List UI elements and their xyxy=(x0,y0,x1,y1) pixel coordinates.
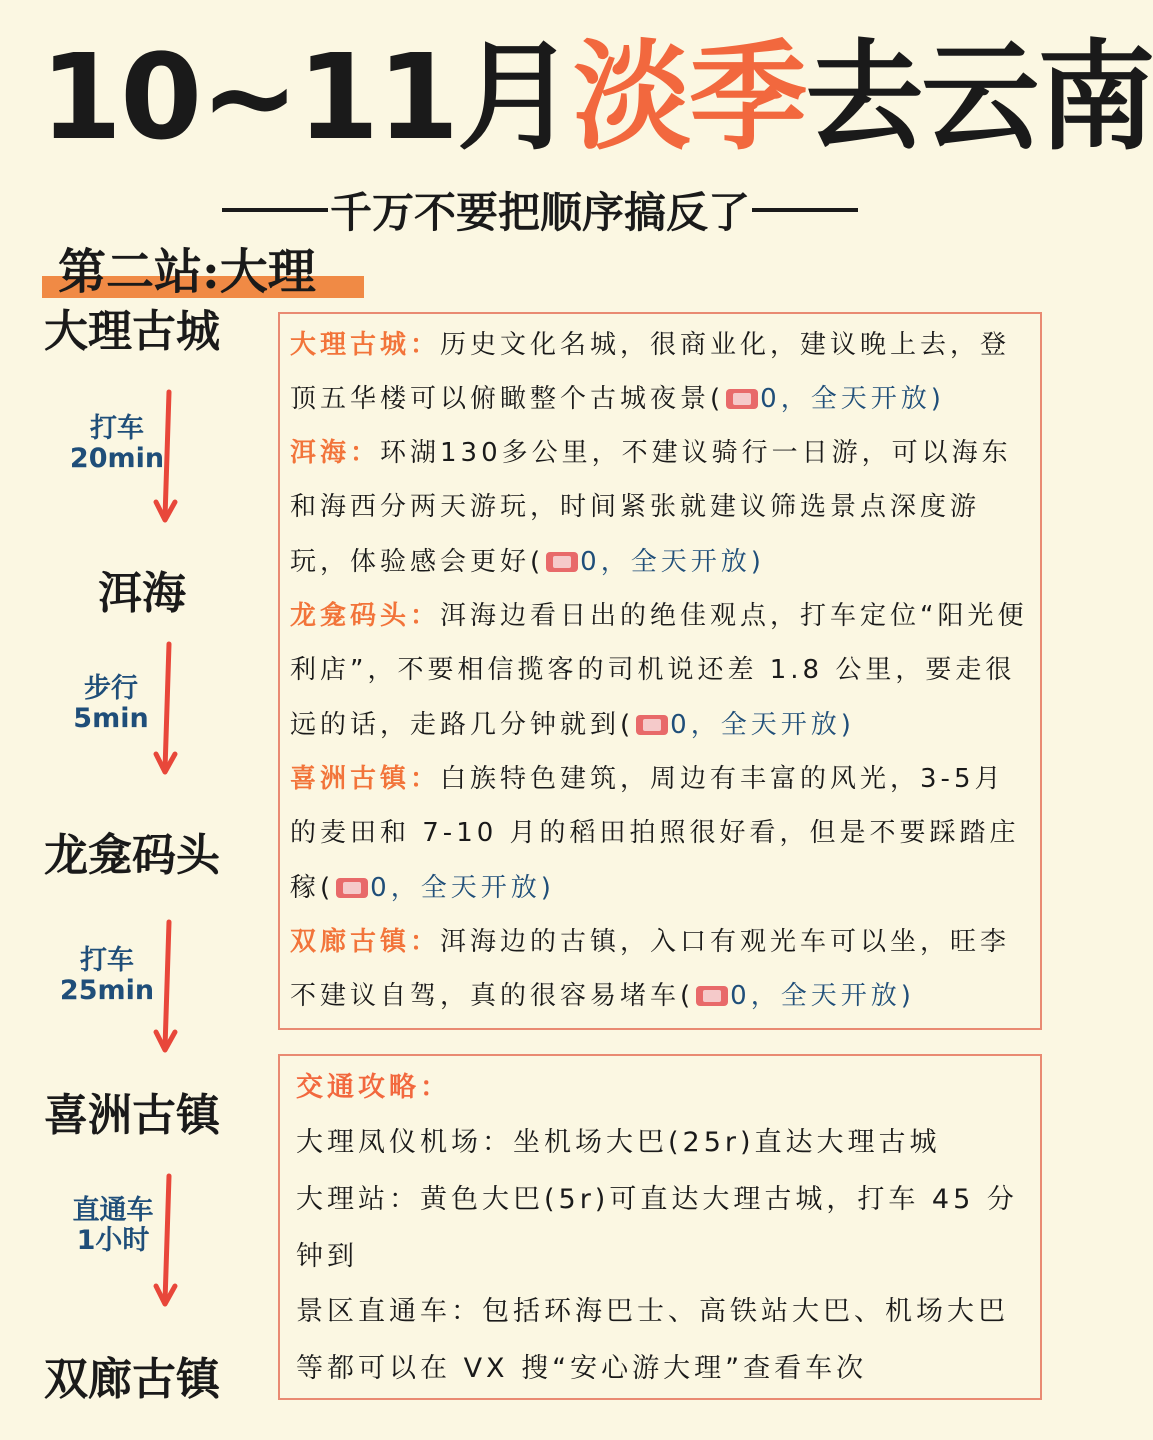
spot-paragraph: 龙龛码头：洱海边看日出的绝佳观点，打车定位“阳光便利店”，不要相信揽客的司机说还差 1.8 公里，要走很远的话，走路几分钟就到( 0，全天开放) xyxy=(290,601,1028,740)
transport-title: 交通攻略： xyxy=(296,1072,451,1103)
spot-name: 喜洲古镇： xyxy=(290,764,441,794)
title-part1: 10~11月 xyxy=(40,28,574,166)
spot-price: 0 xyxy=(580,546,601,577)
spot-paragraph: 大理古城：历史文化名城，很商业化，建议晚上去，登顶五华楼可以俯瞰整个古城夜景( 0，全天开放) xyxy=(290,330,1011,415)
ticket-icon xyxy=(696,986,728,1006)
subtitle-dash-left xyxy=(222,208,328,212)
route-leg-mode: 步行 xyxy=(84,673,138,704)
route-leg-mode: 打车 xyxy=(80,945,134,976)
down-arrow-icon xyxy=(150,390,182,526)
spot-price: 0 xyxy=(370,872,391,903)
route-leg-mode: 打车 xyxy=(90,413,144,444)
spot-name: 双廊古镇： xyxy=(290,927,441,957)
spot-desc: 环湖130多公里，不建议骑行一日游，可以海东和海西分两天游玩，时间紧张就建议筛选景点深度游玩，体验感会更好( xyxy=(290,438,1012,577)
spot-name: 大理古城： xyxy=(290,330,441,360)
spot-paragraph: 喜洲古镇：白族特色建筑，周边有丰富的风光，3-5月的麦田和 7-10 月的稻田拍照很好看，但是不要踩踏庄稼( 0，全天开放) xyxy=(290,764,1020,903)
spot-open: 全天开放) xyxy=(720,709,855,740)
transport-line: 大理站：黄色大巴(5r)可直达大理古城，打车 45 分钟到 xyxy=(296,1184,1018,1272)
ticket-icon xyxy=(546,552,578,572)
spot-name: 龙龛码头： xyxy=(290,601,441,631)
spot-price: 0 xyxy=(760,384,781,415)
down-arrow-icon xyxy=(150,920,182,1056)
title-highlight: 淡季 xyxy=(573,28,806,166)
ticket-icon xyxy=(336,878,368,898)
spot-price: 0 xyxy=(730,981,751,1012)
route-stop: 喜洲古镇 xyxy=(44,1090,220,1141)
down-arrow-icon xyxy=(150,642,182,778)
spot-paragraph: 双廊古镇：洱海边的古镇，入口有观光车可以坐，旺李不建议自驾，真的很容易堵车( 0，全天开放) xyxy=(290,927,1011,1012)
route-leg-time: 20min xyxy=(69,443,165,474)
spot-desc: 历史文化名城，很商业化，建议晚上去，登顶五华楼可以俯瞰整个古城夜景( xyxy=(290,330,1011,415)
route-stop: 双廊古镇 xyxy=(44,1354,220,1405)
spot-open: 全天开放) xyxy=(630,546,765,577)
transport-line: 大理凤仪机场：坐机场大巴(25r)直达大理古城 xyxy=(296,1127,941,1158)
spot-open: 全天开放) xyxy=(780,981,915,1012)
route-leg xyxy=(52,946,162,1006)
down-arrow-icon xyxy=(150,1174,182,1310)
route-leg-time: 5min xyxy=(73,703,149,734)
title-part2: 去云南 xyxy=(805,28,1153,166)
spot-desc: 洱海边的古镇，入口有观光车可以坐，旺李不建议自驾，真的很容易堵车( xyxy=(290,927,1011,1012)
subtitle-dash-right xyxy=(752,208,858,212)
spot-open: 全天开放) xyxy=(810,384,945,415)
transport-line: 景区直通车：包括环海巴士、高铁站大巴、机场大巴等都可以在 VX 搜“安心游大理”查看车次 xyxy=(296,1296,1009,1384)
spot-desc: 洱海边看日出的绝佳观点，打车定位“阳光便利店”，不要相信揽客的司机说还差 1.8 公里，要走很远的话，走路几分钟就到( xyxy=(290,601,1028,740)
ticket-icon xyxy=(726,389,758,409)
station-heading: 第二站:大理 xyxy=(58,244,316,300)
route-leg-time: 25min xyxy=(59,975,155,1006)
route-leg-time: 1小时 xyxy=(76,1225,150,1256)
subtitle-text: 千万不要把顺序搞反了 xyxy=(329,188,750,237)
spot-price: 0 xyxy=(670,709,691,740)
route-stop: 洱海 xyxy=(98,568,186,619)
spot-desc: 白族特色建筑，周边有丰富的风光，3-5月的麦田和 7-10 月的稻田拍照很好看，但是不要踩踏庄稼( xyxy=(290,764,1020,903)
subtitle xyxy=(170,180,910,240)
page-title xyxy=(40,22,1153,172)
ticket-icon xyxy=(636,715,668,735)
spot-paragraph: 洱海：环湖130多公里，不建议骑行一日游，可以海东和海西分两天游玩，时间紧张就建议筛选景点深度游玩，体验感会更好( 0，全天开放) xyxy=(290,438,1012,577)
spot-name: 洱海： xyxy=(290,438,381,468)
route-stop: 龙龛码头 xyxy=(44,830,220,881)
route-leg-mode: 直通车 xyxy=(72,1195,154,1226)
route-stop: 大理古城 xyxy=(44,306,220,357)
spot-open: 全天开放) xyxy=(420,872,555,903)
